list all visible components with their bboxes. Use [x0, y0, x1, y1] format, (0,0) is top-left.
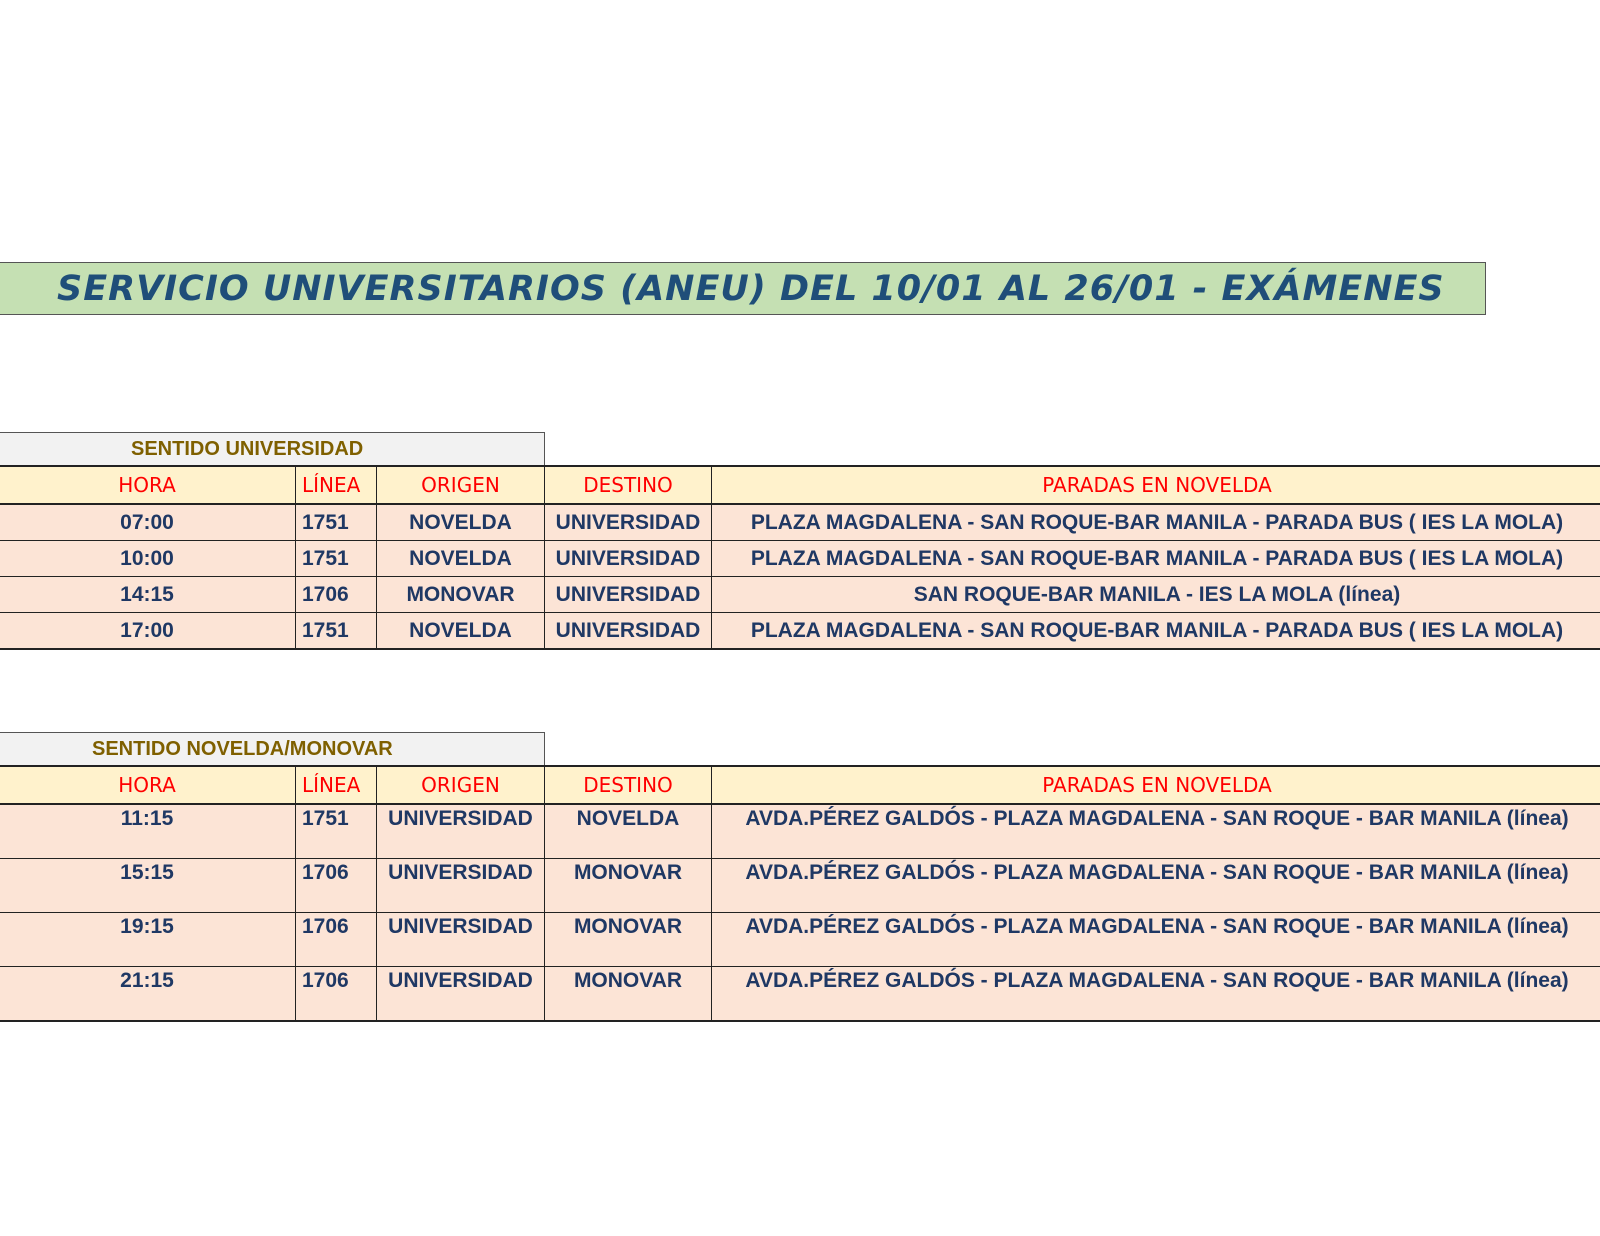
- header-destino: DESTINO: [545, 466, 712, 504]
- section-sentido-universidad: [0, 432, 1600, 650]
- page-title: SERVICIO UNIVERSITARIOS (ANEU) DEL 10/01 AL 26/01 - EXÁMENES: [57, 269, 1445, 309]
- cell-destino: NOVELDA: [545, 804, 712, 859]
- table-row: [0, 913, 1600, 967]
- title-banner: [0, 262, 1486, 315]
- header-origen: ORIGEN: [377, 766, 545, 804]
- table-row: [0, 577, 1600, 613]
- cell-origen: NOVELDA: [377, 504, 545, 541]
- header-destino: DESTINO: [545, 766, 712, 804]
- cell-paradas: AVDA.PÉREZ GALDÓS - PLAZA MAGDALENA - SAN ROQUE - BAR MANILA (línea): [712, 859, 1600, 913]
- schedule-table: [0, 765, 1600, 1022]
- cell-destino: UNIVERSIDAD: [545, 541, 712, 577]
- cell-origen: UNIVERSIDAD: [377, 967, 545, 1022]
- header-row: [0, 466, 1600, 504]
- cell-destino: UNIVERSIDAD: [545, 504, 712, 541]
- section-sentido-novelda-monovar: [0, 732, 1600, 1022]
- table-row: [0, 504, 1600, 541]
- cell-hora: 21:15: [0, 967, 296, 1022]
- cell-paradas: PLAZA MAGDALENA - SAN ROQUE-BAR MANILA - PARADA BUS ( IES LA MOLA): [712, 613, 1600, 650]
- cell-origen: NOVELDA: [377, 541, 545, 577]
- cell-hora: 07:00: [0, 504, 296, 541]
- header-origen: ORIGEN: [377, 466, 545, 504]
- cell-paradas: SAN ROQUE-BAR MANILA - IES LA MOLA (línea): [712, 577, 1600, 613]
- cell-paradas: AVDA.PÉREZ GALDÓS - PLAZA MAGDALENA - SAN ROQUE - BAR MANILA (línea): [712, 913, 1600, 967]
- cell-linea: 1706: [296, 913, 377, 967]
- cell-hora: 15:15: [0, 859, 296, 913]
- schedule-table: [0, 465, 1600, 650]
- cell-hora: 11:15: [0, 804, 296, 859]
- cell-paradas: AVDA.PÉREZ GALDÓS - PLAZA MAGDALENA - SAN ROQUE - BAR MANILA (línea): [712, 804, 1600, 859]
- cell-paradas: PLAZA MAGDALENA - SAN ROQUE-BAR MANILA - PARADA BUS ( IES LA MOLA): [712, 504, 1600, 541]
- header-hora: HORA: [0, 466, 296, 504]
- table-row: [0, 541, 1600, 577]
- cell-origen: UNIVERSIDAD: [377, 859, 545, 913]
- cell-linea: 1706: [296, 577, 377, 613]
- header-linea: LÍNEA: [296, 766, 377, 804]
- section-header: [0, 732, 545, 765]
- table-row: [0, 804, 1600, 859]
- cell-paradas: PLAZA MAGDALENA - SAN ROQUE-BAR MANILA - PARADA BUS ( IES LA MOLA): [712, 541, 1600, 577]
- table-row: [0, 859, 1600, 913]
- header-paradas: PARADAS EN NOVELDA: [712, 466, 1600, 504]
- cell-origen: UNIVERSIDAD: [377, 804, 545, 859]
- cell-hora: 17:00: [0, 613, 296, 650]
- cell-origen: MONOVAR: [377, 577, 545, 613]
- cell-destino: MONOVAR: [545, 913, 712, 967]
- cell-destino: MONOVAR: [545, 859, 712, 913]
- cell-linea: 1751: [296, 613, 377, 650]
- cell-linea: 1706: [296, 967, 377, 1022]
- cell-hora: 14:15: [0, 577, 296, 613]
- cell-origen: NOVELDA: [377, 613, 545, 650]
- section-title: SENTIDO NOVELDA/MONOVAR: [92, 738, 393, 760]
- header-linea: LÍNEA: [296, 466, 377, 504]
- section-header: [0, 432, 545, 465]
- cell-destino: UNIVERSIDAD: [545, 577, 712, 613]
- header-row: [0, 766, 1600, 804]
- cell-destino: UNIVERSIDAD: [545, 613, 712, 650]
- cell-hora: 10:00: [0, 541, 296, 577]
- table-row: [0, 967, 1600, 1022]
- header-paradas: PARADAS EN NOVELDA: [712, 766, 1600, 804]
- cell-linea: 1751: [296, 504, 377, 541]
- table-row: [0, 613, 1600, 650]
- cell-linea: 1751: [296, 541, 377, 577]
- header-hora: HORA: [0, 766, 296, 804]
- cell-paradas: AVDA.PÉREZ GALDÓS - PLAZA MAGDALENA - SAN ROQUE - BAR MANILA (línea): [712, 967, 1600, 1022]
- cell-destino: MONOVAR: [545, 967, 712, 1022]
- cell-hora: 19:15: [0, 913, 296, 967]
- cell-origen: UNIVERSIDAD: [377, 913, 545, 967]
- section-title: SENTIDO UNIVERSIDAD: [131, 438, 364, 460]
- cell-linea: 1751: [296, 804, 377, 859]
- cell-linea: 1706: [296, 859, 377, 913]
